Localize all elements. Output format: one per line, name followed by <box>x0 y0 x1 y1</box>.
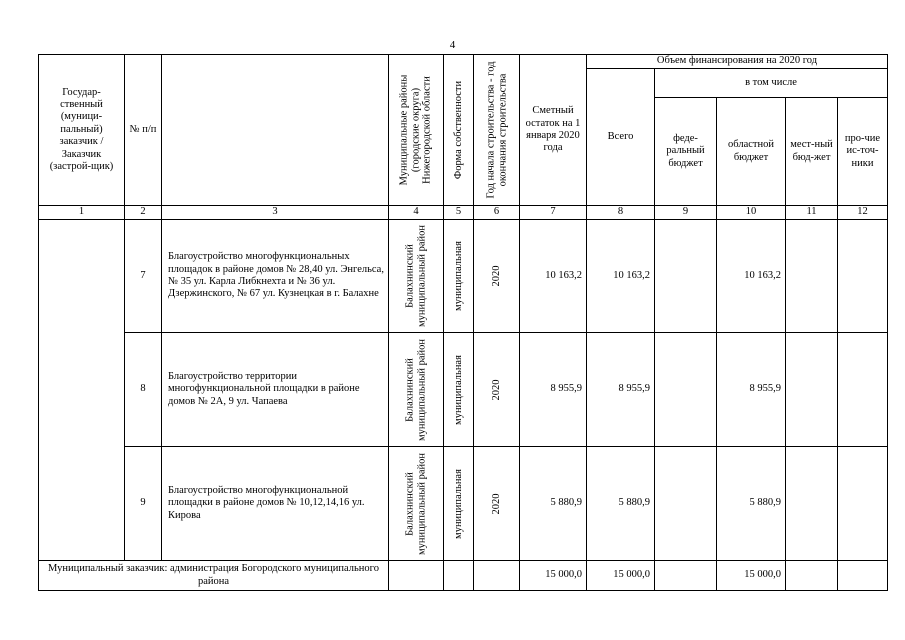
summary-empty <box>474 561 520 591</box>
row-remainder: 5 880,9 <box>520 447 587 561</box>
col-num: 2 <box>125 206 162 220</box>
col-num: 10 <box>717 206 786 220</box>
row-regional: 10 163,2 <box>717 220 786 333</box>
row-district: Балахнинский муниципальный район <box>389 447 444 561</box>
header-years: Год начала строительства - год окончания строительства <box>474 55 520 206</box>
row-federal <box>655 333 717 447</box>
table-row <box>39 220 888 333</box>
summary-label: Муниципальный заказчик: администрация Богородского муниципального района <box>39 561 389 591</box>
table-row <box>39 333 888 447</box>
summary-empty <box>786 561 838 591</box>
col-num: 12 <box>838 206 888 220</box>
col-num: 7 <box>520 206 587 220</box>
table-row <box>39 447 888 561</box>
row-num: 8 <box>125 333 162 447</box>
col-num: 4 <box>389 206 444 220</box>
row-district: Балахнинский муниципальный район <box>389 333 444 447</box>
row-num: 7 <box>125 220 162 333</box>
col-num: 9 <box>655 206 717 220</box>
row-remainder: 10 163,2 <box>520 220 587 333</box>
row-year: 2020 <box>474 333 520 447</box>
summary-row <box>39 561 888 591</box>
row-district: Балахнинский муниципальный район <box>389 220 444 333</box>
row-regional: 8 955,9 <box>717 333 786 447</box>
header-remainder: Сметный остаток на 1 января 2020 года <box>520 55 587 206</box>
row-year: 2020 <box>474 220 520 333</box>
row-year: 2020 <box>474 447 520 561</box>
header-blank <box>162 55 389 206</box>
row-num: 9 <box>125 447 162 561</box>
row-local <box>786 220 838 333</box>
row-federal <box>655 220 717 333</box>
row-other <box>838 447 888 561</box>
header-district: Муниципальные районы (городские округа) Нижегородской области <box>389 55 444 206</box>
summary-regional: 15 000,0 <box>717 561 786 591</box>
header-federal: феде-ральный бюджет <box>655 98 717 206</box>
col-num: 3 <box>162 206 389 220</box>
header-num: № п/п <box>125 55 162 206</box>
summary-empty <box>655 561 717 591</box>
col-num: 6 <box>474 206 520 220</box>
row-regional: 5 880,9 <box>717 447 786 561</box>
row-other <box>838 220 888 333</box>
row-ownership: муниципальная <box>444 447 474 561</box>
header-regional: областной бюджет <box>717 98 786 206</box>
customer-cell <box>39 220 125 561</box>
summary-remainder: 15 000,0 <box>520 561 587 591</box>
row-ownership: муниципальная <box>444 333 474 447</box>
row-total: 5 880,9 <box>587 447 655 561</box>
row-other <box>838 333 888 447</box>
row-name: Благоустройство многофункциональной площадки в районе домов № 10,12,14,16 ул. Кирова <box>162 447 389 561</box>
row-name: Благоустройство многофункциональных площадок в районе домов № 28,40 ул. Энгельса, № 35 ул. Карла Либкнехта и № 36 ул. Дзержинского, № 67 ул. Кузнецкая в г. Балахне <box>162 220 389 333</box>
financing-table <box>38 54 888 591</box>
header-ownership: Форма собственности <box>444 55 474 206</box>
col-num: 5 <box>444 206 474 220</box>
col-num: 1 <box>39 206 125 220</box>
header-total: Всего <box>587 69 655 206</box>
header-customer: Государ-ственный (муници-пальный) заказчик /Заказчик (застрой-щик) <box>39 55 125 206</box>
col-num: 8 <box>587 206 655 220</box>
page-number: 4 <box>449 39 456 51</box>
header-including: в том числе <box>655 69 888 98</box>
row-total: 10 163,2 <box>587 220 655 333</box>
summary-empty <box>389 561 444 591</box>
row-federal <box>655 447 717 561</box>
summary-empty <box>444 561 474 591</box>
header-financing: Объем финансирования на 2020 год <box>587 55 888 69</box>
header-local: мест-ный бюд-жет <box>786 98 838 206</box>
col-num: 11 <box>786 206 838 220</box>
row-name: Благоустройство территории многофункциональной площадки в районе домов № 2А, 9 ул. Чапаева <box>162 333 389 447</box>
summary-empty <box>838 561 888 591</box>
row-local <box>786 333 838 447</box>
row-total: 8 955,9 <box>587 333 655 447</box>
row-local <box>786 447 838 561</box>
summary-total: 15 000,0 <box>587 561 655 591</box>
row-remainder: 8 955,9 <box>520 333 587 447</box>
row-ownership: муниципальная <box>444 220 474 333</box>
header-other: про-чие ис-точ-ники <box>838 98 888 206</box>
column-number-row <box>39 206 888 220</box>
